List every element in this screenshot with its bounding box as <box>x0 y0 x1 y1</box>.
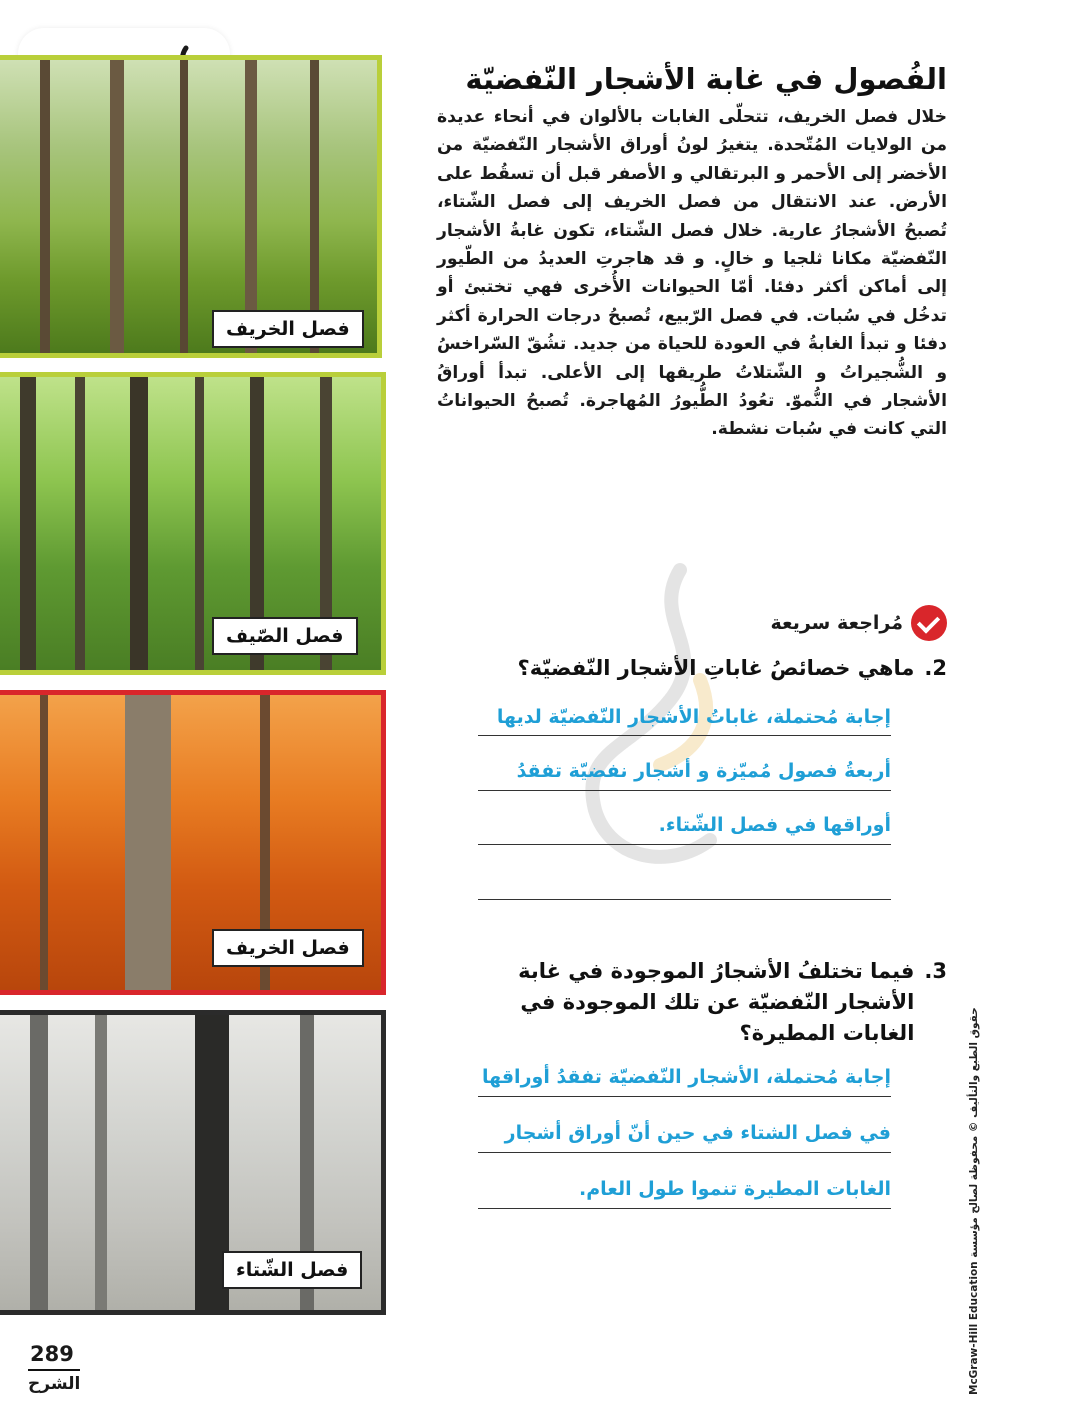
answer-line <box>478 735 891 736</box>
check-icon <box>911 605 947 641</box>
answer-line-text: أوراقها في فصل الشّتاء. <box>658 814 891 836</box>
quick-review-header <box>770 605 947 641</box>
answer-line <box>478 844 891 845</box>
summer-forest-photo <box>0 372 386 675</box>
quick-review-label: مُراجعة سريعة <box>770 612 903 634</box>
answer-line <box>478 1152 891 1153</box>
question-text-line: فيما تختلفُ الأشجارُ الموجودة في غابة <box>518 959 915 983</box>
page-number-divider <box>28 1369 80 1371</box>
copyright-notice: حقوق الطبع والتأليف © محفوظة لصالح مؤسسة McGraw-Hill Education <box>968 1007 980 1395</box>
question-text-line: الأشجار النّفضيّة عن تلك الموجودة في <box>520 990 915 1014</box>
answer-line-text: إجابة مُحتملة، الأشجار النّفضيّة تفقدُ أوراقها <box>481 1066 891 1088</box>
answer-line <box>478 899 891 900</box>
autumn-forest-photo-green <box>0 55 382 358</box>
winter-forest-photo <box>0 1010 386 1315</box>
page-number: 289 <box>30 1342 74 1366</box>
answer-line-text: إجابة مُحتملة، غاباتُ الأشجار النّفضيّة لديها <box>496 706 891 728</box>
autumn-forest-photo-orange <box>0 690 386 995</box>
photo-caption: فصل الخريف <box>212 929 364 967</box>
answer-line <box>478 790 891 791</box>
answer-line-text: في فصل الشتاء في حين أنّ أوراق أشجار <box>504 1122 891 1144</box>
question-text: ماهي خصائصُ غاباتِ الأشجار النّفضيّة؟ <box>517 656 915 680</box>
answer-line <box>478 1208 891 1209</box>
question-3 <box>518 956 947 1049</box>
question-2 <box>518 656 947 680</box>
article-body: خلال فصل الخريف، تتحلّى الغابات بالألوان في أنحاء عديدة من الولايات المُتّحدة. يتغيرُ لونُ أوراق الأشجار النّفضيّة من الأخضر إلى الأحمر و البرتقالي و الأصفر قبل أن تسقُط على الأرض. عند الانتقال من فصل الخريف إلى فصل الشّتاء، تُصبحُ الأشجارُ عارية. خلال فصل الشّتاء، تكون غابةُ الأشجار النّفضيّة مكانا ثلجيا و خالٍ. و قد هاجرتِ العديدُ من الطّيور إلى أماكن أكثر دفئا. أمّا الحيوانات الأُخرى فهي تختبئ أو تدخُل في سُبات. في فصل الرّبيع، تُصبحُ درجات الحرارة أكثر دفئا و تبدأ الغابةُ في العودة للحياة من جديد. تشُقّ السّراخسُ و الشُّجيراتُ و الشّتلاتُ طريقها إلى الأعلى. تبدأ أوراقُ الأشجار في النُّموّ. تعُودُ الطُّيورُ المُهاجرة. تُصبحُ الحيواناتُ التي كانت في سُبات نشطة. <box>437 107 947 440</box>
question-number: 2. <box>924 656 947 680</box>
page-section-label: الشرح <box>28 1374 81 1394</box>
photo-caption: فصل الخريف <box>212 310 364 348</box>
answer-line-text: الغابات المطيرة تنموا طول العام. <box>578 1178 891 1200</box>
answer-line <box>478 1096 891 1097</box>
answer-line-text: أربعةُ فصول مُميّزة و أشجار نفضيّة تفقدُ <box>516 760 891 782</box>
photo-caption: فصل الصّيف <box>212 617 358 655</box>
question-number: 3. <box>924 959 947 983</box>
question-text-line: الغابات المطيرة؟ <box>739 1021 915 1045</box>
photo-caption: فصل الشّتاء <box>222 1251 362 1289</box>
article-title: الفُصول في غابة الأشجار النّفضيّة <box>465 62 947 96</box>
